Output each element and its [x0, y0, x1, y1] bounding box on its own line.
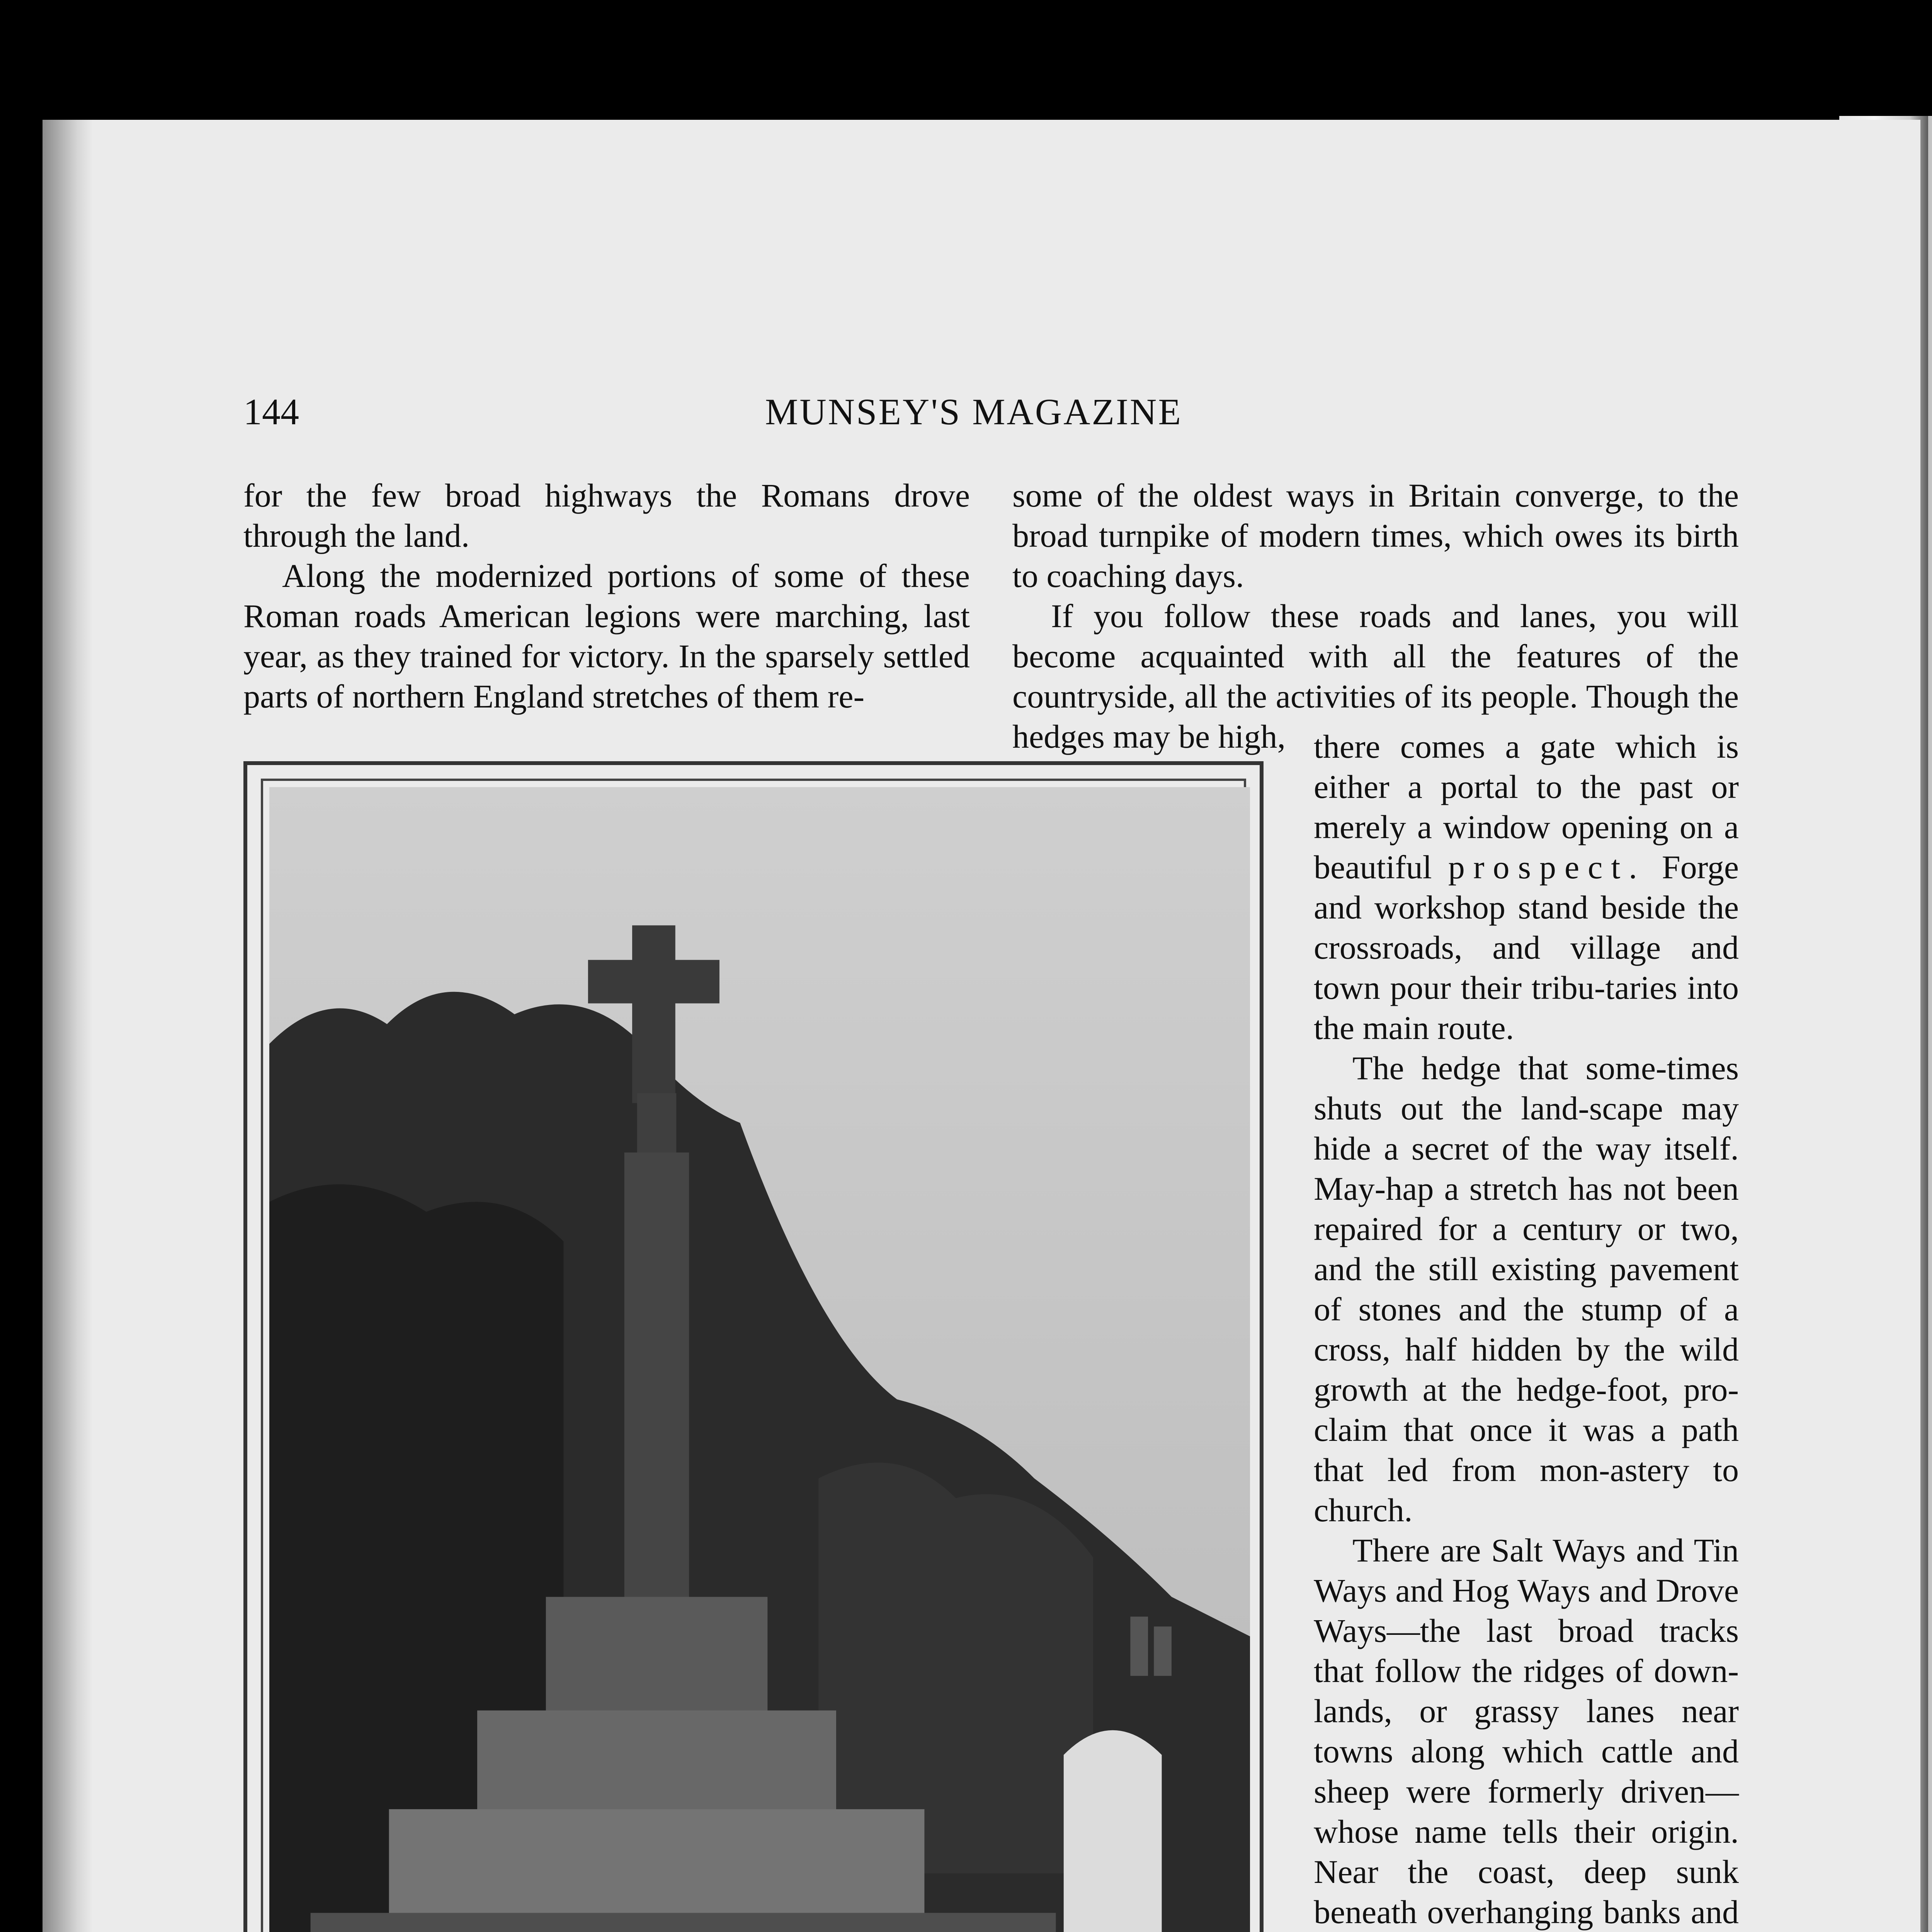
cross-shaft: [624, 1153, 689, 1617]
left-column-top: [243, 475, 970, 716]
page-header: [43, 390, 1920, 444]
page-number: 144: [243, 391, 299, 432]
spaced-word: prospect.: [1448, 849, 1646, 886]
gravestone: [1064, 1730, 1162, 1932]
paragraph: some of the oldest ways in Britain converge, to the broad turnpike of modern times, which owes its birth to coaching days.: [1012, 477, 1739, 594]
photo-figure: [243, 761, 1264, 1932]
right-column-top: [1012, 475, 1739, 757]
text-run: there comes a gate which is either a portal to the past or merely a window opening on a beautiful: [1314, 728, 1739, 886]
photo-frame: [261, 779, 1246, 1932]
text-run: Forge and workshop stand beside the crossroads, and village and town pour their tribu-taries into the main route.: [1314, 849, 1739, 1046]
paragraph: If you follow these roads and lanes, you will become acquainted with all the features of the countryside, all the activities of its people. Though the hedges may be high,: [1012, 597, 1739, 755]
paragraph: [1314, 726, 1739, 1048]
page-edge: [1928, 116, 1932, 1932]
paragraph: [1314, 1530, 1739, 1932]
magazine-page: [43, 120, 1920, 1932]
paragraph: for the few broad highways the Romans drove through the land.: [243, 477, 970, 554]
chimney: [1130, 1617, 1148, 1676]
text-run: There are Salt Ways and Tin Ways and Hog Ways and Drove Ways—the last broad tracks that follow the ridges of down-lands, or grassy lanes near towns along which cattle and sheep were formerly driven—whose name tells their origin. Near the coast, deep sunk beneath overhanging banks and: [1314, 1532, 1739, 1930]
right-column-beside-figure: [1314, 726, 1739, 1932]
preaching-cross-photo: [269, 787, 1250, 1932]
paragraph: Along the modernized portions of some of these Roman roads American legions were marching, last year, as they trained for victory. In the sparsely settled parts of northern England stretches of them re-: [243, 557, 970, 715]
cross-base: [546, 1597, 768, 1716]
running-head: MUNSEY'S MAGAZINE: [765, 391, 1182, 432]
paragraph: The hedge that some-times shuts out the land-scape may hide a secret of the way itself. May-hap a stretch has not been repaired for a century or two, and the still existing pavement of stones and the stump of a cross, half hidden by the wild growth at the hedge-foot, pro-claim that once it was a path that led from mon-astery to church.: [1314, 1049, 1739, 1529]
cross-head: [632, 925, 675, 1103]
